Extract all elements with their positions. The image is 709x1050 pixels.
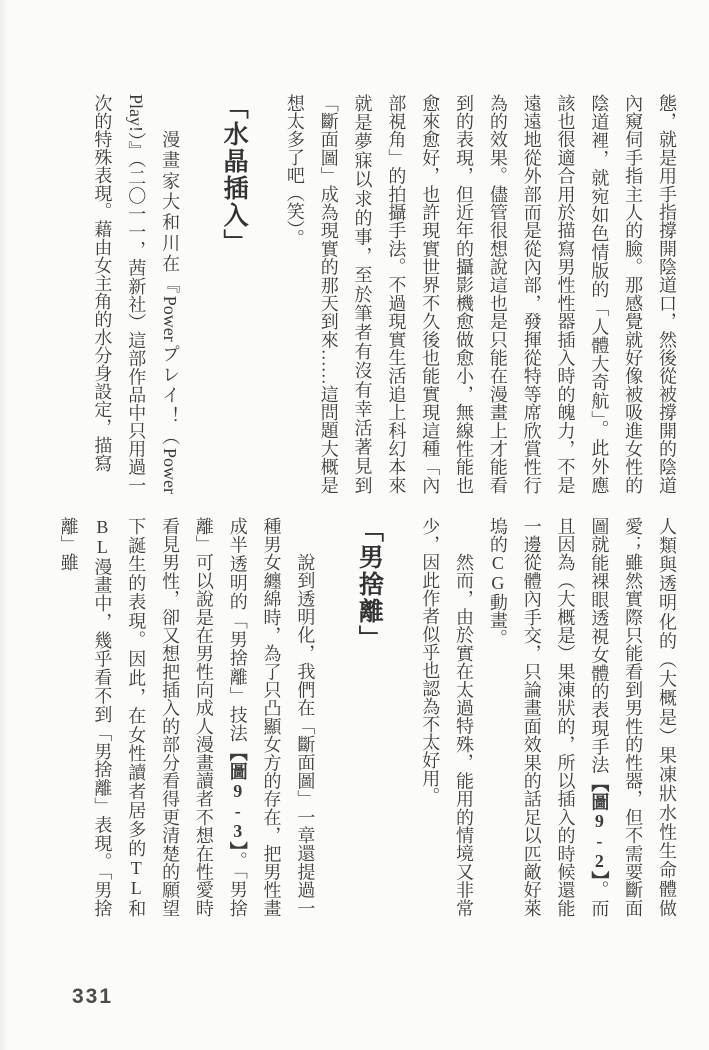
text-band-top <box>85 94 683 494</box>
upright-text-run: CG <box>487 553 508 593</box>
bold-text-run: 【圖 <box>227 743 248 781</box>
text-run: 動畫。 <box>487 593 508 647</box>
text-run: 說到透明化，我們在「斷面圖」一章還提過一種男女纏綿時，為了只凸顯女方的存在，把男性畫成半透明的「男捨離」技法 <box>227 517 316 917</box>
text-run: 。「男捨離」可以說是在男性向成人漫畫讀者不想在性愛時看見男性，卻又想把插入的部分看得更清楚的願望下誕生的表現。因此，在女性讀者居多的 <box>126 517 248 918</box>
page-number: 331 <box>72 985 114 1008</box>
paragraph <box>480 517 683 917</box>
text-run: 然而，由於實在太過特殊，能用的情境又非常少，因此作者似乎也認為不太好用。 <box>420 517 475 917</box>
text-run: 。而且因為（大概是）果凍狀的，所以插入的時候還能一邊從體內手交，只論畫面效果的話足以匹敵好萊塢的 <box>487 517 610 918</box>
paragraph <box>412 517 480 917</box>
text-run: 漫畫家大和川在『Powerプレイ！（Power Play!）』（二〇一一，茜新社）這部作品中只用過一次的特殊表現。藉由女主角的水分身設定，描寫 <box>92 94 181 494</box>
page-edge-shading <box>0 0 8 1050</box>
upright-text-run: 9-2 <box>589 810 610 871</box>
text-run: 和 <box>126 898 147 918</box>
paragraph <box>277 94 683 494</box>
bold-text-run: 】 <box>589 870 610 881</box>
upright-text-run: TL <box>126 858 147 899</box>
section-heading-crystal-insertion: 「水晶插入」 <box>220 94 248 256</box>
paragraph <box>51 517 322 917</box>
text-run: 態，就是用手指撐開陰道口，然後從被撐開的陰道內窺伺手指主人的臉。那感覺就好像被吸進女性的陰道裡，就宛如色情版的「人體大奇航」。此外應該也很適合用於描寫男性性器插入時的魄力，不是遠遠地從外部而是從內部，發揮從特等席欣賞性行為的效果。儘管很想說這也是只能在漫畫上才能看到的表現，但近年的攝影機愈做愈小，無線性能也愈來愈好，也許現實世界不久後也能實現這種「內部視角」的拍攝手法。不過現實生活追上科幻本來就是夢寐以求的事，至於筆者有沒有幸活著見到「斷面圖」成為現實的那天到來……這問題大概是想太多了吧（笑）。 <box>284 94 677 494</box>
upright-text-run: BL <box>92 517 113 557</box>
bold-text-run: 】 <box>227 840 248 852</box>
text-band-bottom <box>51 517 683 917</box>
section-heading-danshari: 「男捨離」 <box>355 517 383 652</box>
text-run: 人類與透明化的（大概是）果凍狀水性生命體做愛；雖然實際只能看到男性的性器，但不需要斷面圖就能裸眼透視女體的表現手法 <box>589 517 677 917</box>
bold-text-run: 【圖 <box>589 774 610 811</box>
paragraph <box>85 94 186 494</box>
text-run: 漫畫中，幾乎看不到「男捨離」表現。「男捨離」雖 <box>58 517 113 917</box>
upright-text-run: 9-3 <box>227 780 248 841</box>
